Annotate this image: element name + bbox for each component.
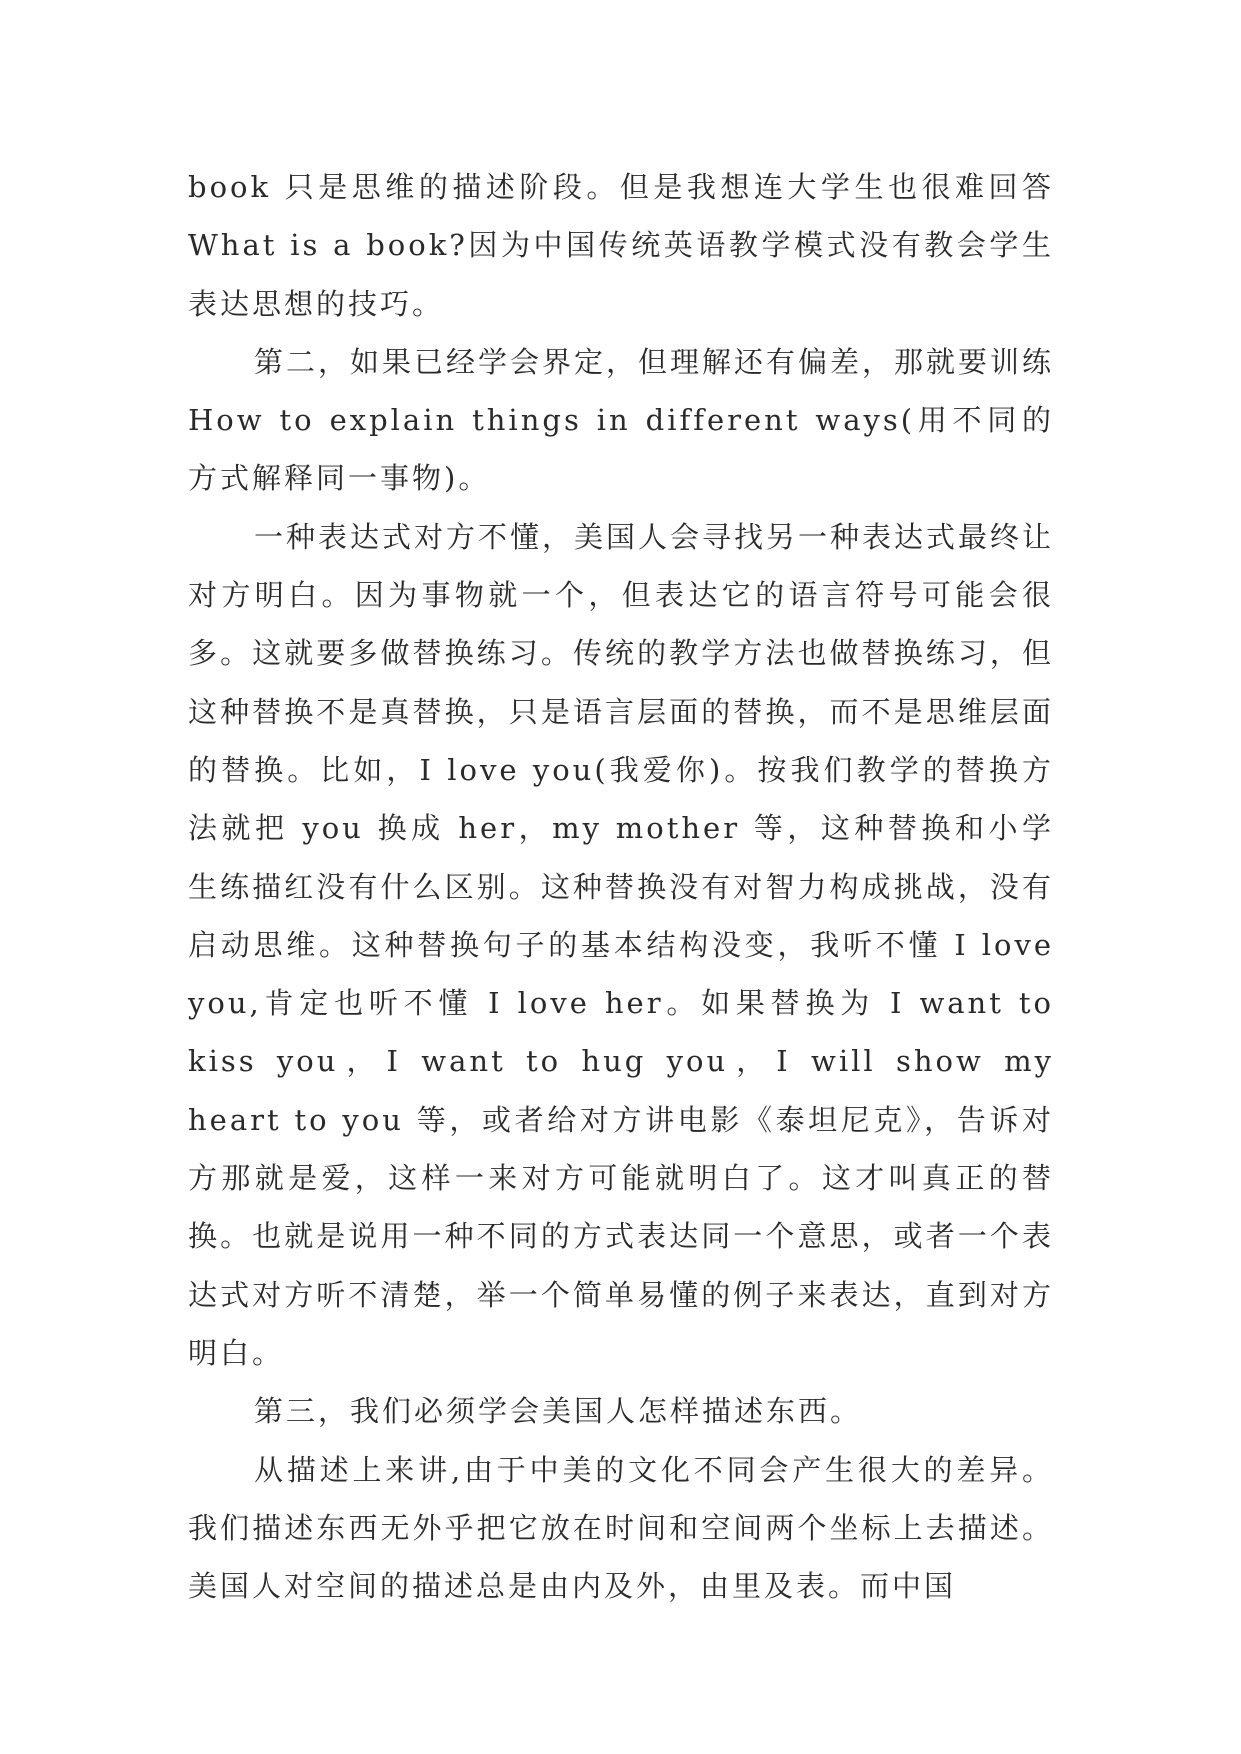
paragraph-substitution-practice: 一种表达式对方不懂，美国人会寻找另一种表达式最终让对方明白。因为事物就一个，但表达它的语言符号可能会很多。这就要多做替换练习。传统的教学方法也做替换练习，但这种替换不是真替换，只是语言层面的替换，而不是思维层面的替换。比如，I love you(我爱你)。按我们教学的替换方法就把 you 换成 her，my mother 等，这种替换和小学生练描红没有什么区别。这种替换没有对智力构成挑战，没有启动思维。这种替换句子的基本结构没变，我听不懂 I love you,肯定也听不懂 I love her。如果替换为 I want to kiss you，I want to hug you，I will show my heart to you 等，或者给对方讲电影《泰坦尼克》，告诉对方那就是爱，这样一来对方可能就明白了。这才叫真正的替换。也就是说用一种不同的方式表达同一个意思，或者一个表达式对方听不清楚，举一个简单易懂的例子来表达，直到对方明白。 bbox=[188, 519, 1055, 1370]
paragraph-description-differences: 从描述上来讲,由于中美的文化不同会产生很大的差异。我们描述东西无外乎把它放在时间和空间两个坐标上去描述。美国人对空间的描述总是由内及外，由里及表。而中国 bbox=[188, 1452, 1054, 1604]
paragraph-third-point: 第三，我们必须学会美国人怎样描述东西。 bbox=[254, 1394, 863, 1429]
paragraph-continuation: book 只是思维的描述阶段。但是我想连大学生也很难回答 What is a book?因为中国传统英语教学模式没有教会学生表达思想的技巧。 bbox=[188, 170, 1054, 321]
paragraph-second-point: 第二，如果已经学会界定，但理解还有偏差，那就要训练 How to explain things in different ways(用不同的方式解释同一事物)。 bbox=[188, 344, 1055, 496]
body-text bbox=[188, 158, 1054, 1615]
